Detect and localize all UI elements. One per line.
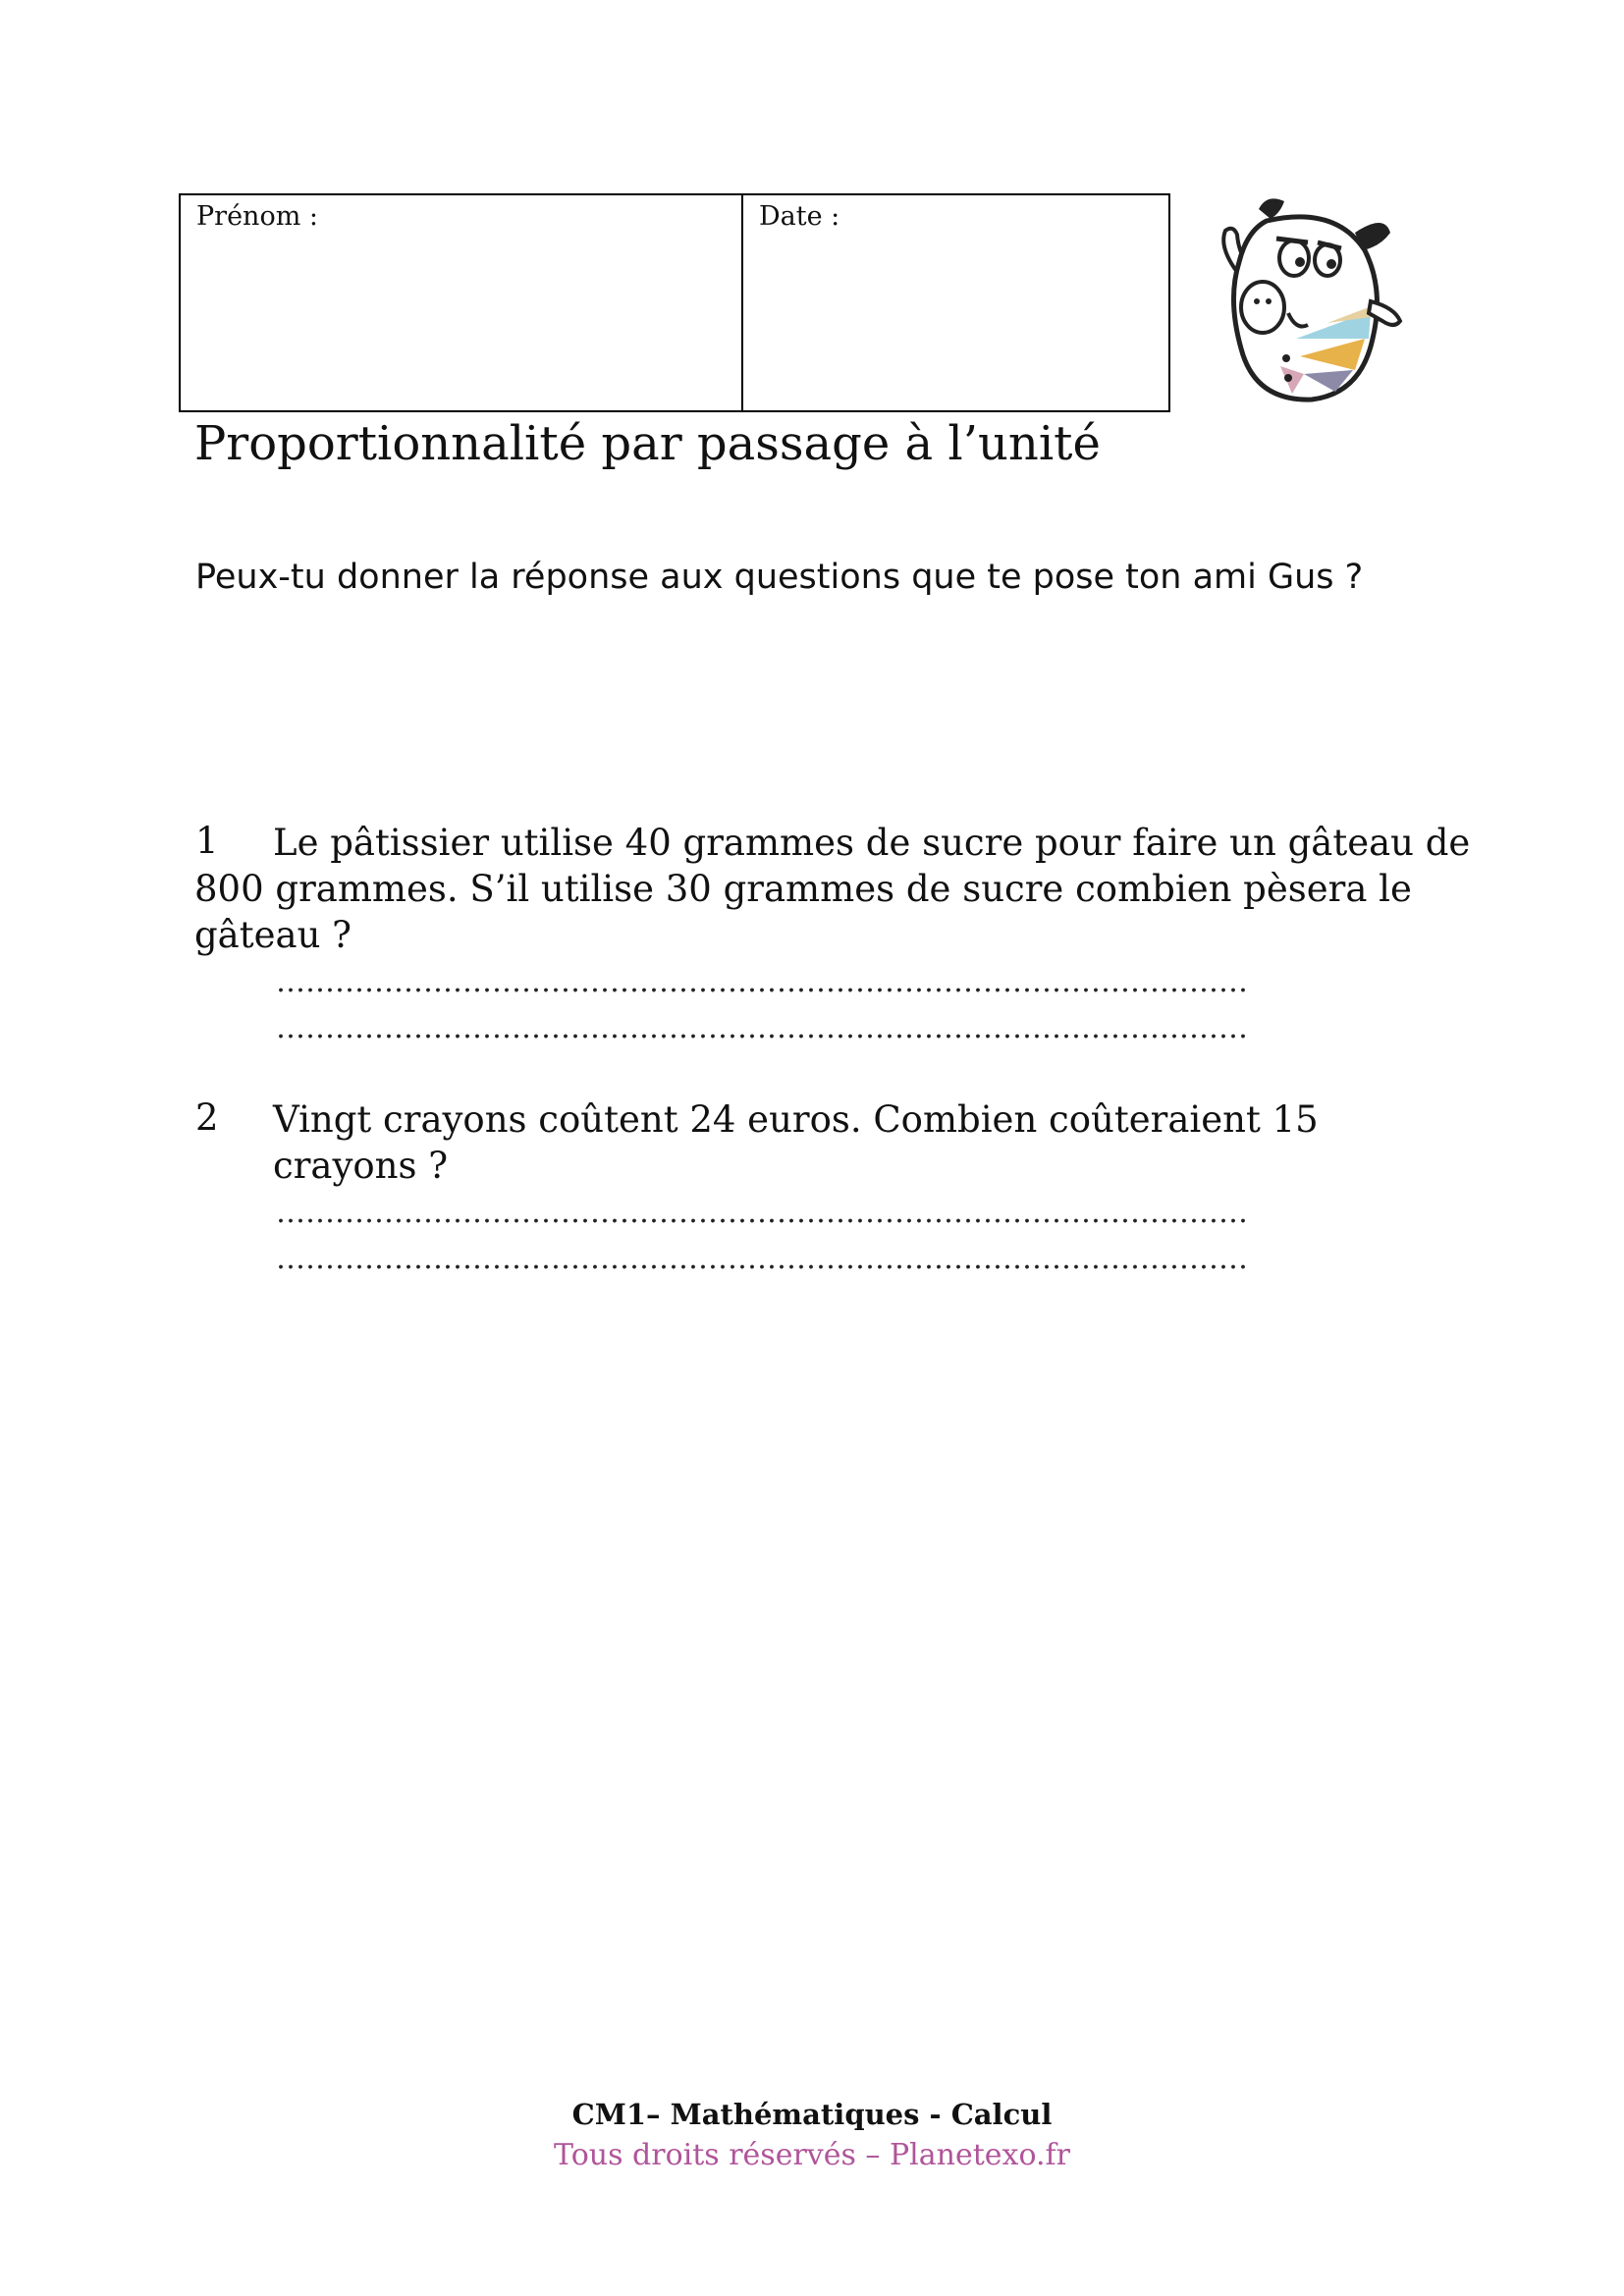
question-2-line-1: Vingt crayons coûtent 24 euros. Combien coûteraient 15 [273,1098,1319,1141]
prenom-label: Prénom : [196,201,318,232]
gus-mascot-icon [1198,191,1414,422]
prenom-field[interactable] [181,195,743,410]
date-field[interactable] [743,195,1168,410]
intro-text: Peux-tu donner la réponse aux questions que te pose ton ami Gus ? [195,558,1364,597]
question-2-answer-line-2[interactable]: ……………………………………………………………………………………… [276,1242,1248,1276]
question-1-line-2: 800 grammes. S’il utilise 30 grammes de sucre combien pèsera le [194,868,1412,910]
footer-copyright-link[interactable]: Tous droits réservés – Planetexo.fr [554,2138,1070,2172]
question-1-line-3: gâteau ? [194,914,352,956]
question-2-answer-line-1[interactable]: ……………………………………………………………………………………… [276,1196,1248,1230]
date-label: Date : [759,201,840,232]
question-2-number: 2 [195,1096,219,1139]
question-1-number: 1 [195,820,219,862]
header-table [179,193,1170,412]
question-1-line-1: Le pâtissier utilise 40 grammes de sucre pour faire un gâteau de [273,822,1471,864]
question-2-line-2: crayons ? [273,1145,449,1187]
question-1-answer-line-1[interactable]: ……………………………………………………………………………………… [276,965,1248,999]
question-1-answer-line-2[interactable]: ……………………………………………………………………………………… [276,1011,1248,1045]
footer-subject: CM1– Mathématiques - Calcul [571,2098,1053,2131]
page-title: Proportionnalité par passage à l’unité [194,416,1101,471]
